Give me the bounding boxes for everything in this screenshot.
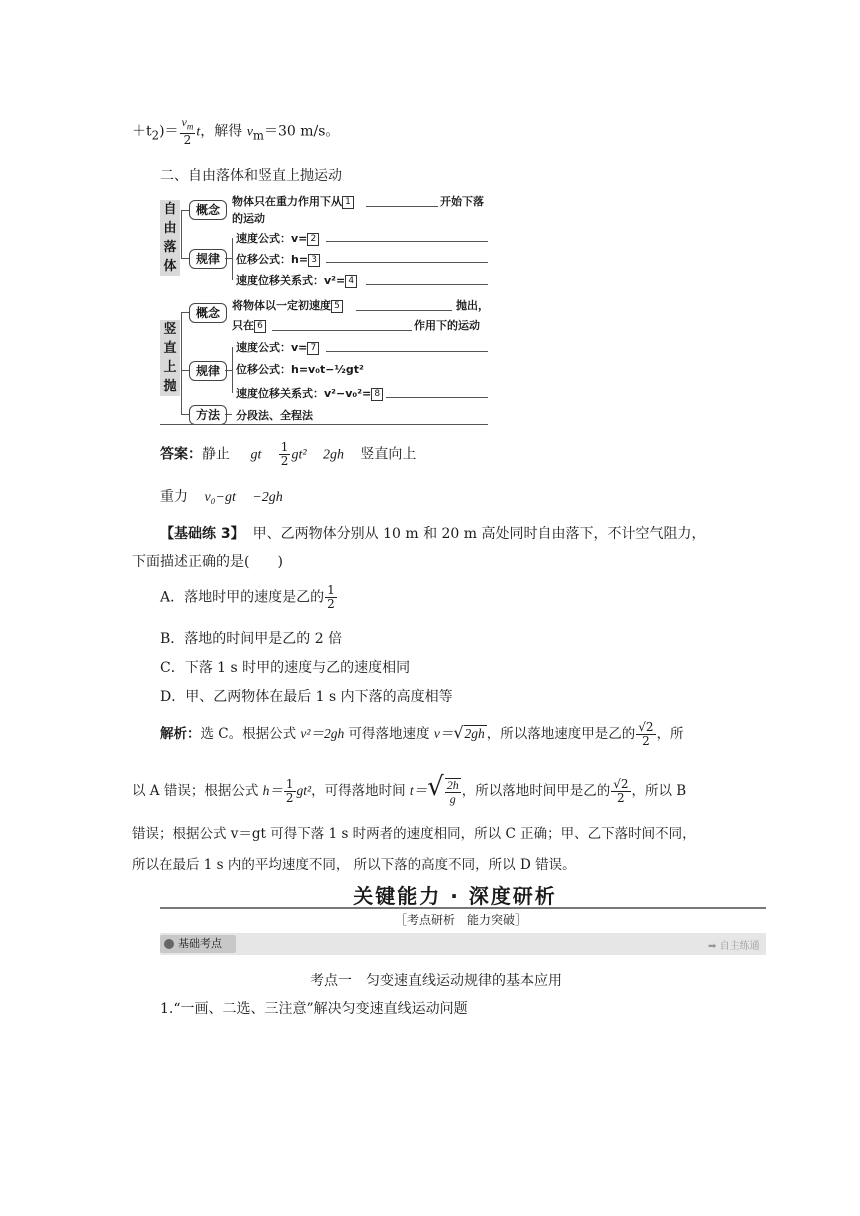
law-box: 规律	[189, 249, 227, 269]
option-a	[160, 584, 338, 611]
solution-line-1	[160, 721, 684, 748]
method-text: 分段法、全程法	[236, 409, 313, 422]
connector	[181, 312, 189, 313]
formula: h＝	[262, 783, 283, 798]
concept-text: 的运动	[232, 212, 265, 225]
answer-label: 答案：	[160, 446, 202, 463]
text: 将物体以一定初速度	[232, 299, 331, 312]
label-char: 直	[163, 341, 177, 356]
answer-line-1	[160, 441, 416, 468]
fraction	[279, 441, 291, 468]
underline	[272, 330, 412, 331]
label-char: 由	[163, 221, 177, 236]
law-item	[236, 339, 319, 355]
frac-num: 1	[285, 777, 294, 791]
tab-self-study[interactable]	[708, 937, 760, 952]
connector	[225, 414, 232, 415]
fraction	[284, 778, 296, 805]
answer-item: 竖直向上	[360, 446, 417, 463]
connector	[225, 370, 232, 371]
solution-text: ，所以 B	[631, 783, 687, 799]
frac-den: 2	[642, 734, 650, 748]
tab-icon	[164, 939, 174, 949]
blank-5: 5	[331, 300, 343, 313]
answer-line-2	[160, 486, 283, 506]
underline	[326, 241, 488, 242]
formula-text: ＋t	[132, 123, 152, 140]
connector	[181, 258, 189, 259]
blank-7: 7	[307, 342, 319, 355]
connector	[181, 210, 182, 258]
answer-item: v₀−gt	[204, 490, 236, 505]
sqrt-icon: √	[453, 723, 464, 742]
concept-box: 概念	[189, 303, 227, 323]
law-box: 规律	[189, 361, 227, 381]
solution-line-4: 所以在最后 1 s 内的平均速度不同， 所以下落的高度不同，所以 D 错误。	[132, 857, 576, 873]
label-char: 落	[163, 240, 177, 255]
frac-num: 2	[620, 777, 629, 791]
connector	[232, 347, 233, 393]
text: 速度位移关系式：v²−v₀²=	[236, 387, 372, 400]
connector	[181, 312, 182, 414]
underline	[326, 351, 488, 352]
top-formula-line	[132, 116, 339, 147]
fraction	[180, 116, 196, 147]
text: 位移公式：h=	[236, 253, 309, 266]
option-text: A．落地时甲的速度是乙的	[160, 589, 325, 606]
solution-text: ，可得落地时间	[311, 783, 410, 799]
answer-item: gt²	[291, 447, 307, 463]
exercise-tag: 【基础练 3】	[160, 526, 245, 542]
frac-num: 2h	[446, 777, 459, 792]
arrow-right-icon: ➡	[708, 941, 717, 952]
solution-text: ，所	[656, 726, 684, 742]
topic-bar	[160, 933, 766, 955]
solution-text: 可得落地速度	[344, 726, 434, 742]
formula-text: ，解得	[200, 123, 247, 140]
formula-text: ＝30 m/s。	[263, 123, 340, 140]
method-box: 方法	[189, 405, 227, 425]
connector	[181, 210, 189, 211]
blank-8: 8	[371, 388, 383, 401]
frac-den: 2	[327, 597, 335, 611]
frac-den: 2	[617, 791, 625, 805]
sqrt-icon: √	[638, 720, 646, 734]
answer-item: 2gh	[322, 447, 344, 463]
answer-item: 重力	[160, 489, 188, 505]
formula-var: t	[196, 124, 201, 140]
formula-sub: 2	[151, 128, 160, 143]
option-c: C．下落 1 s 时甲的速度与乙的速度相同	[160, 660, 411, 676]
tab-label: 自主练通	[719, 941, 760, 952]
option-b: B．落地的时间甲是乙的 2 倍	[160, 631, 343, 647]
law-item: 位移公式：h=v₀t−½gt²	[236, 363, 364, 376]
concept-text: 抛出，	[456, 299, 489, 312]
law-item	[236, 251, 320, 267]
law-item	[236, 272, 357, 288]
connector	[181, 414, 189, 415]
concept-text	[232, 317, 266, 333]
point-1: 1.“一画、二选、三注意”解决匀变速直线运动问题	[160, 1001, 468, 1017]
formula-sub: m	[252, 128, 264, 143]
solution-line-3: 错误；根据公式 v＝gt 可得下落 1 s 时两者的速度相同，所以 C 正确；甲、乙下落时间不同，	[132, 826, 696, 842]
connector	[181, 370, 189, 371]
option-d: D．甲、乙两物体在最后 1 s 内下落的高度相等	[160, 689, 453, 705]
text: 物体只在重力作用下从	[232, 195, 342, 208]
solution-text: ，所以落地时间甲是乙的	[461, 783, 611, 799]
sqrt-body: 2gh	[464, 726, 485, 741]
formula: v²＝2gh	[300, 726, 345, 741]
frac-num-sub: m	[186, 121, 194, 132]
formula-var: v	[246, 124, 253, 140]
concept-text: 作用下的运动	[414, 319, 480, 332]
solution-line-2	[132, 772, 686, 806]
text: 速度公式：v=	[236, 341, 308, 354]
label-char: 体	[163, 259, 177, 274]
sqrt-icon: √	[427, 772, 444, 802]
fraction	[445, 778, 461, 806]
frac-num: 1	[327, 583, 335, 597]
underline	[356, 310, 452, 311]
text: 速度位移关系式：v²=	[236, 274, 346, 287]
sqrt-icon: √	[613, 777, 621, 791]
formula: t＝	[409, 783, 428, 798]
label-char: 竖	[163, 322, 177, 337]
exercise-text: 甲、乙两物体分别从 10 m 和 20 m 高处同时自由落下，不计空气阻力，	[252, 526, 706, 542]
blank-4: 4	[345, 275, 357, 288]
underline	[366, 284, 488, 285]
fraction	[611, 778, 630, 805]
formula: v＝	[433, 726, 454, 741]
banner-title: 关键能力 · 深度研析	[353, 884, 557, 908]
solution-text: 选 C。根据公式	[200, 726, 301, 742]
blank-3: 3	[308, 254, 320, 267]
fraction	[636, 721, 655, 748]
label-char: 上	[163, 360, 177, 375]
concept-text	[232, 297, 343, 313]
underline	[160, 424, 488, 425]
underline	[326, 262, 488, 263]
connector	[232, 238, 233, 280]
underline	[366, 206, 438, 207]
connector	[225, 258, 232, 259]
frac-den: 2	[183, 133, 192, 148]
free-fall-label	[160, 200, 180, 276]
blank-1: 1	[342, 196, 354, 209]
solution-text: ，所以落地速度甲是乙的	[486, 726, 636, 742]
blank-6: 6	[254, 320, 266, 333]
underline	[386, 397, 488, 398]
frac-num: 1	[280, 440, 289, 454]
label-char: 抛	[163, 379, 177, 394]
exercise-stem-1	[160, 523, 706, 543]
solution-text: 以 A 错误；根据公式	[132, 783, 263, 799]
answer-item: 静止	[202, 446, 230, 463]
vertical-up-label	[160, 320, 180, 396]
formula-text: )＝	[159, 123, 179, 140]
label-char: 自	[163, 202, 177, 217]
frac-den: g	[449, 791, 456, 806]
fraction	[325, 584, 337, 611]
solution-label: 解析：	[160, 726, 201, 742]
tab-label: 基础考点	[178, 937, 222, 950]
text: 速度公式：v=	[236, 232, 308, 245]
frac-den: 2	[280, 454, 289, 468]
frac-num: v	[181, 115, 187, 129]
concept-box: 概念	[189, 200, 227, 220]
law-item	[236, 385, 383, 401]
answer-item: −2gh	[252, 490, 283, 505]
answer-item: gt	[250, 447, 262, 463]
tab-basic[interactable]	[160, 935, 236, 953]
topic-title: 考点一 匀变速直线运动规律的基本应用	[310, 973, 562, 989]
frac-den: 2	[285, 791, 294, 805]
banner-subtitle: ［考点研析 能力突破］	[395, 913, 528, 927]
law-item	[236, 230, 319, 246]
blank-2: 2	[307, 233, 319, 246]
exercise-stem-2: 下面描述正确的是( )	[132, 554, 283, 570]
concept-text	[232, 193, 354, 209]
frac-num: 2	[645, 720, 654, 734]
text: 只在	[232, 319, 254, 332]
concept-text: 开始下落	[440, 195, 484, 208]
section-title: 二、自由落体和竖直上抛运动	[160, 168, 342, 184]
formula: gt²	[296, 783, 312, 798]
